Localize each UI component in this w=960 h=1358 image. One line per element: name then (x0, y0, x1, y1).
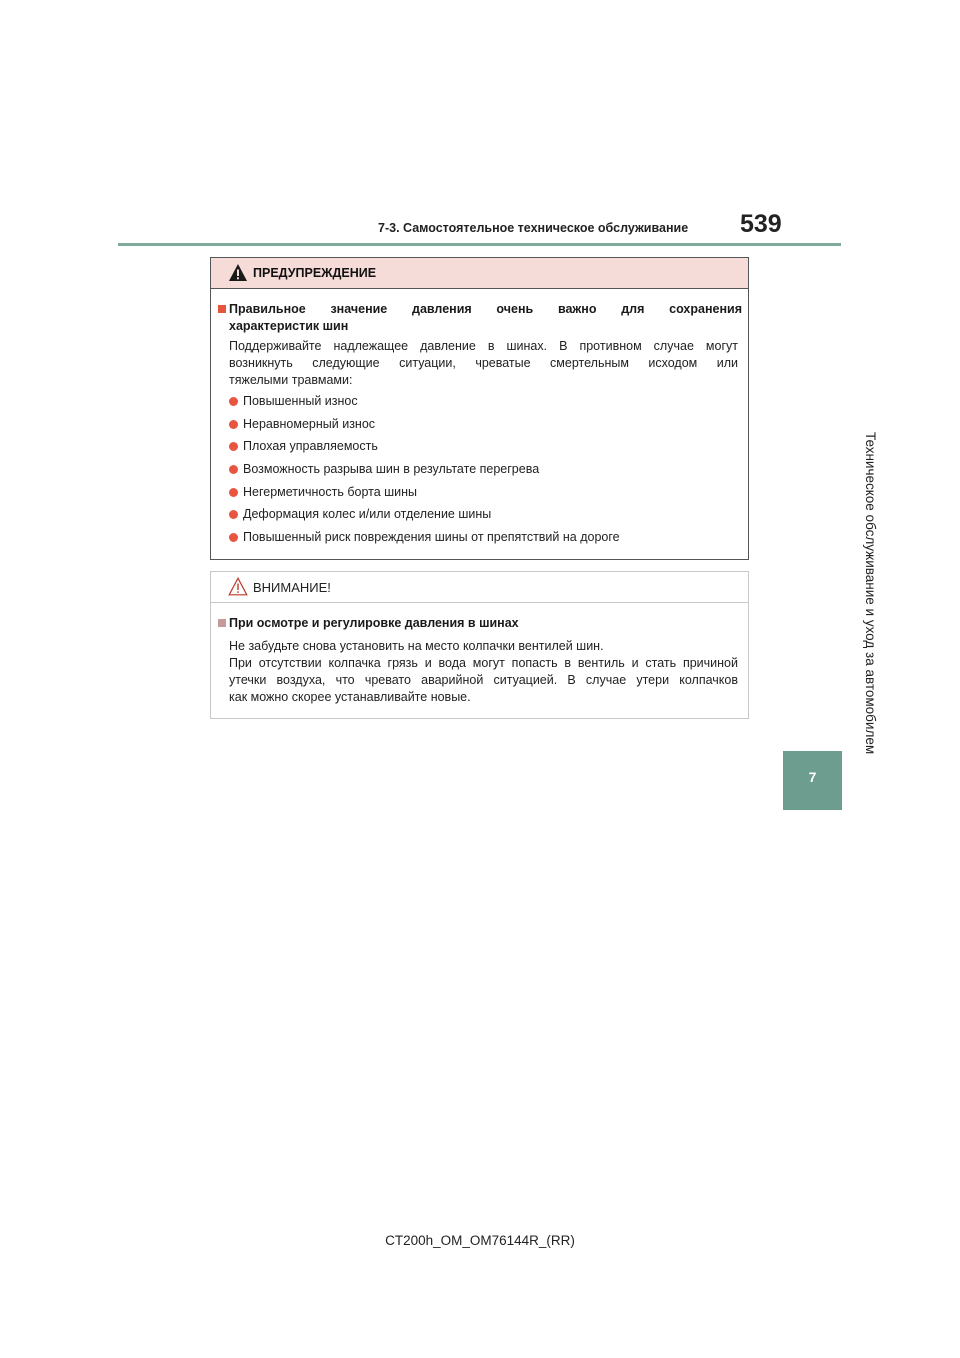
header-divider (118, 243, 841, 246)
warning-title: ПРЕДУПРЕЖДЕНИЕ (253, 266, 377, 280)
list-item: Плохая управляемость (229, 438, 620, 461)
warning-list (229, 393, 620, 552)
warning-body: Поддерживайте надлежащее давление в шинах. В противном случае могут возникнуть следующие ситуации, чреватые смертельным исходом или тяжелыми травмами: (229, 339, 738, 387)
chapter-side-label: Техническое обслуживание и уход за автомобилем (863, 432, 878, 755)
bullet-dot-icon (229, 420, 238, 429)
caution-box (210, 571, 749, 719)
warning-triangle-icon (228, 263, 248, 282)
warning-section-title: Правильное значение давления очень важно для сохранения характеристик шин (216, 301, 742, 335)
bullet-dot-icon (229, 442, 238, 451)
document-code: CT200h_OM_OM76144R_(RR) (385, 1233, 575, 1248)
square-bullet-icon (218, 619, 226, 627)
chapter-number: 7 (808, 769, 817, 785)
bullet-dot-icon (229, 488, 238, 497)
caution-section-title: При осмотре и регулировке давления в шинах (216, 615, 742, 632)
caution-body: Не забудьте снова установить на место колпачки вентилей шин. При отсутствии колпачка грязь и вода могут попасть в вентиль и стать причиной утечки воздуха, что чревато аварийной ситуацией. В случае утери колпачков как можно скорее устанавливайте новые. (229, 639, 738, 704)
list-item: Неравномерный износ (229, 416, 620, 439)
section-title: 7-3. Самостоятельное техническое обслуживание (378, 221, 689, 235)
list-item: Повышенный риск повреждения шины от препятствий на дороге (229, 529, 620, 552)
caution-header (211, 572, 748, 603)
chapter-tab[interactable] (783, 751, 842, 810)
bullet-dot-icon (229, 533, 238, 542)
caution-triangle-icon (228, 577, 248, 596)
bullet-dot-icon (229, 465, 238, 474)
bullet-dot-icon (229, 510, 238, 519)
caution-title: ВНИМАНИЕ! (253, 580, 331, 595)
list-item: Деформация колес и/или отделение шины (229, 506, 620, 529)
list-item: Возможность разрыва шин в результате перегрева (229, 461, 620, 484)
list-item: Негерметичность борта шины (229, 484, 620, 507)
square-bullet-icon (218, 305, 226, 313)
bullet-dot-icon (229, 397, 238, 406)
page-number: 539 (740, 210, 782, 238)
list-item: Повышенный износ (229, 393, 620, 416)
warning-header (211, 258, 748, 289)
warning-box (210, 257, 749, 560)
